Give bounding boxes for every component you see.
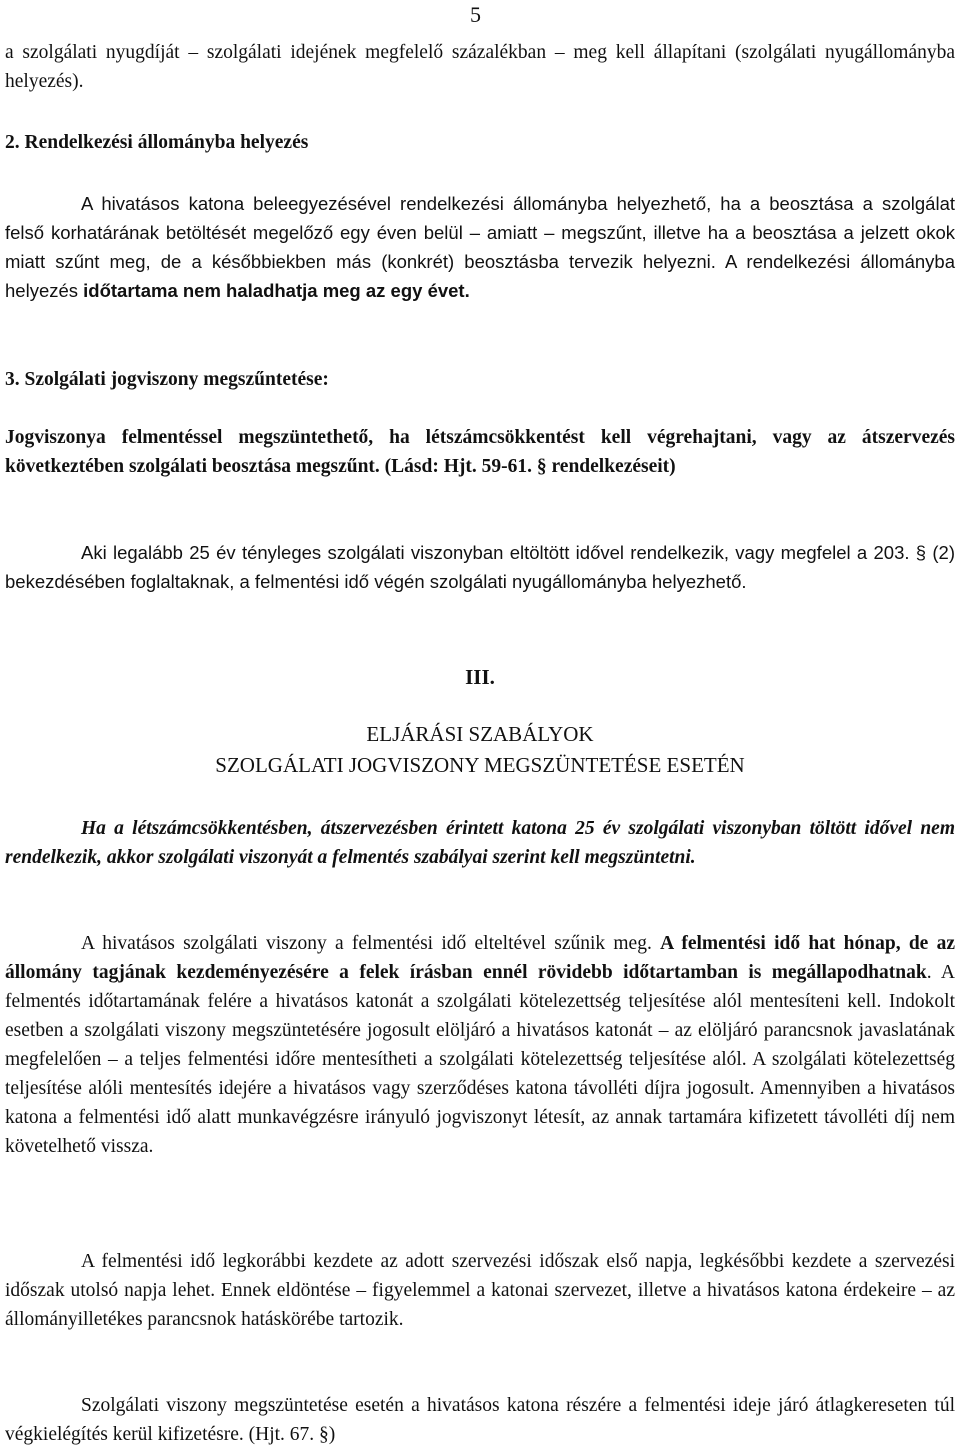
chapter-number: III.	[465, 665, 495, 689]
felmentes-text-1: A hivatásos szolgálati viszony a felmentési idő elteltével szűnik meg.	[81, 933, 661, 954]
page-number: 5	[470, 2, 481, 27]
section-2-heading: 2. Rendelkezési állományba helyezés	[5, 132, 309, 153]
section-2-bold-text: időtartama nem haladhatja meg az egy évet.	[83, 280, 470, 301]
italic-paragraph: Ha a létszámcsökkentésben, átszervezésben érintett katona 25 év szolgálati viszonyban töltött idővel nem rendelkezik, akkor szolgálati viszonyát a felmentés szabályai szerint kell megszüntetni.	[5, 818, 955, 868]
felmentes-bold-text: A felmentési idő hat hónap, de az állomány tagjának kezdeményezésére a felek írásban ennél rövidebb időtartamban is megállapodhatnak	[5, 933, 955, 983]
kezdete-paragraph: A felmentési idő legkorábbi kezdete az adott szervezési időszak első napja, legkésőbbi kezdete a szervezési időszak utolsó napja lehet. Ennek eldöntése – figyelemmel a katonai szervezet, illetve a hivatásos katona érdekeire – az állományilletékes parancsnok hatáskörébe tartozik.	[5, 1251, 955, 1330]
felmentes-text-2: . A felmentés időtartamának felére a hivatásos katonát a szolgálati kötelezettség teljesítése alól mentesíteni kell. Indokolt esetben a szolgálati viszony megszüntetésére jogosult elöljáró a hivatásos katonát – az elöljáró parancsnok javaslatának megfelelően – a teljes felmentési időre mentesítheti a szolgálati kötelezettség teljesítése alól. A szolgálati kötelezettség teljesítése alóli mentesítés idejére a hivatásos vagy szerződéses katona távolléti díjra jogosult. Amennyiben a hivatásos katona a felmentési idő alatt munkavégzésre irányuló jogviszonyt létesít, az annak tartamára kifizetett távolléti díj nem követelhető vissza.	[5, 962, 955, 1157]
felmentes-paragraph	[5, 929, 955, 1161]
section-2-paragraph	[5, 189, 955, 305]
section-2-text: A hivatásos katona beleegyezésével rendelkezési állományba helyezhető, ha a beosztása a szolgálat felső korhatárának betöltését megelőző egy éven belül – amiatt – megszűnt, illetve ha a beosztása a jelzett okok miatt szűnt meg, de a későbbiekben más (konkrét) beosztásba tervezik helyezni.	[5, 193, 955, 272]
vegkielegites-paragraph: Szolgálati viszony megszüntetése esetén a hivatásos katona részére a felmentési ideje járó átlagkereseten túl végkielégítés kerül kifizetésre. (Hjt. 67. §)	[5, 1395, 955, 1445]
chapter-title-line-1: ELJÁRÁSI SZABÁLYOK	[366, 722, 594, 746]
chapter-title-line-2: SZOLGÁLATI JOGVISZONY MEGSZÜNTETÉSE ESETÉN	[215, 753, 745, 777]
intro-paragraph: a szolgálati nyugdíját – szolgálati idejének megfelelő százalékban – meg kell állapítani (szolgálati nyugállományba helyezés).	[5, 42, 955, 92]
section-3-bold-paragraph: Jogviszonya felmentéssel megszüntethető, ha létszámcsökkentést kell végrehajtani, vagy az átszervezés következtében szolgálati beosztása megszűnt. (Lásd: Hjt. 59-61. § rendelkezéseit)	[5, 427, 955, 477]
section-3-paragraph: Aki legalább 25 év tényleges szolgálati viszonyban eltöltött idővel rendelkezik, vagy megfelel a 203. § (2) bekezdésében foglaltaknak, a felmentési idő végén szolgálati nyugállományba helyezhető.	[5, 542, 955, 592]
section-3-heading: 3. Szolgálati jogviszony megszűntetése:	[5, 369, 329, 390]
section-2-text-b: A rendelkezési állományba helyezés	[5, 251, 956, 301]
